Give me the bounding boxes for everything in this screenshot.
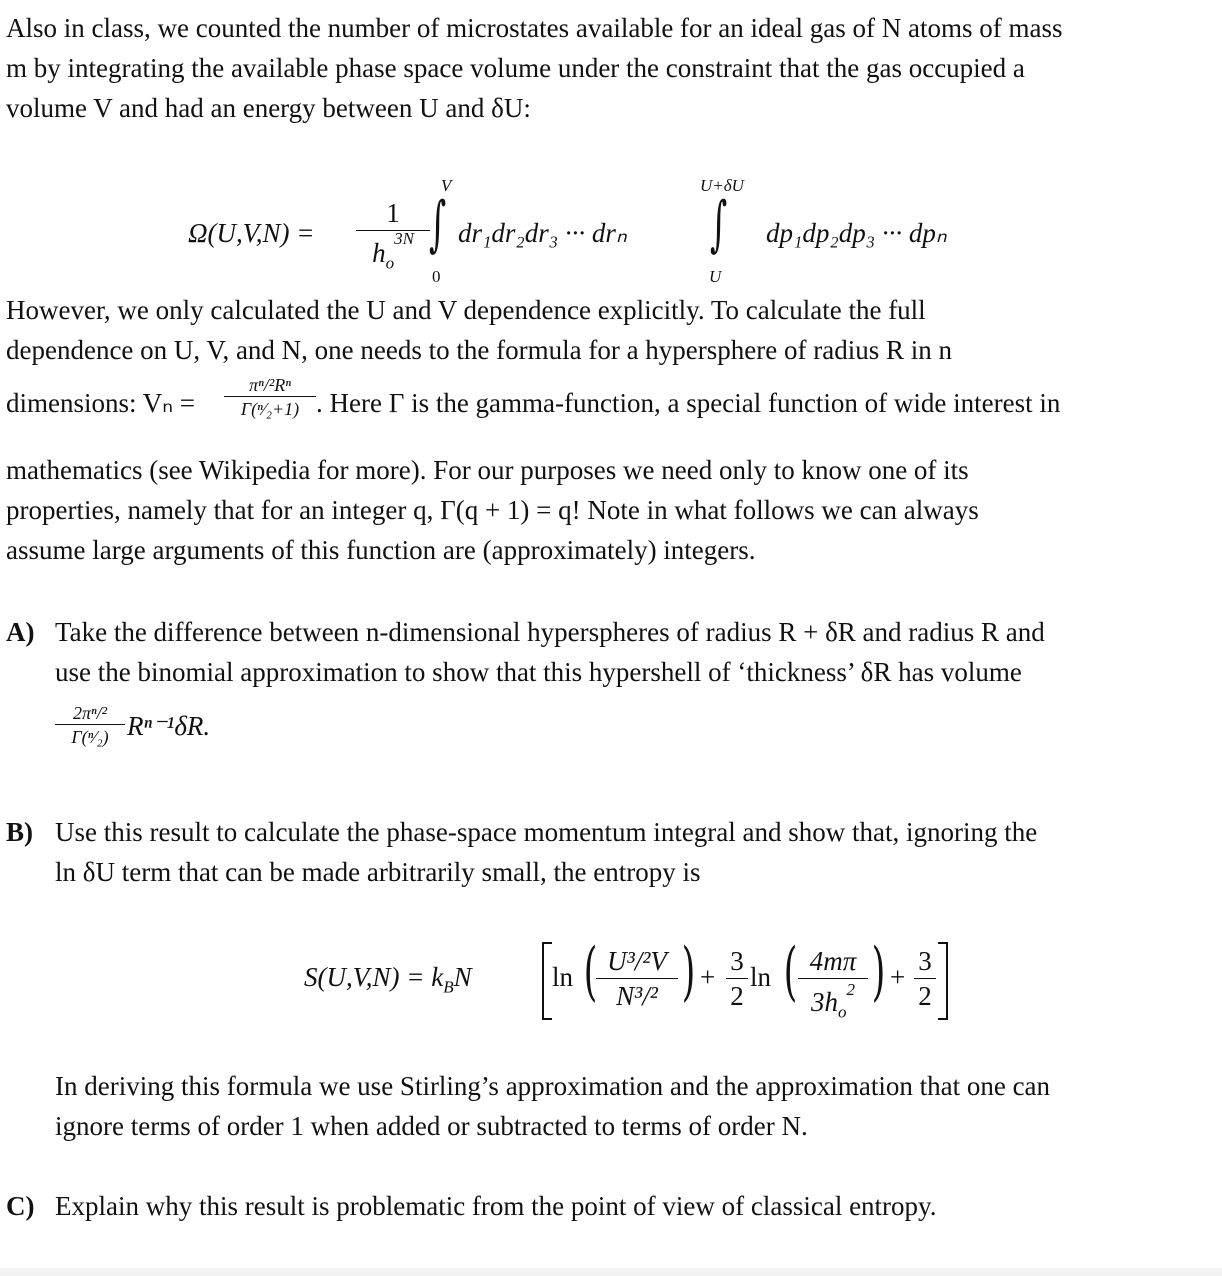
part-a-line-2: use the binomial approximation to show that this hypershell of ‘thickness’ δR has volume	[55, 657, 1022, 687]
int1-upper-limit: V	[441, 176, 452, 195]
entropy-equation	[304, 936, 964, 1026]
part-a-label: A)	[6, 617, 35, 647]
int1-lower-limit: 0	[432, 267, 441, 286]
prefactor-denominator: $h_o^{3N}$	[372, 229, 414, 273]
integral-sign-2: ∫	[710, 189, 728, 259]
int2-upper-limit: U+δU	[700, 176, 744, 195]
volume-energy-fraction	[596, 944, 678, 1013]
omega-lhs: Ω(U,V,N) =	[188, 218, 315, 248]
part-a	[6, 612, 1196, 772]
int2-lower-limit: U	[709, 267, 722, 286]
f3-denominator: $3h_o^2$	[811, 980, 855, 1022]
intro-line-1: Also in class, we counted the number of microstates available for an ideal gas of N atoms of mass	[6, 13, 1063, 43]
hypersphere-paragraph	[6, 290, 1206, 370]
para2-line-4: mathematics (see Wikipedia for more). For our purposes we need only to know one of its	[6, 455, 969, 485]
paren-open-1: (	[583, 935, 598, 1009]
vn-fraction	[224, 374, 316, 421]
int2-integrand: dp₁dp₂dp₃ ··· dpₙ	[766, 218, 947, 248]
shell-tail: Rⁿ⁻¹δR.	[127, 711, 211, 741]
f4-denominator: 2	[918, 981, 932, 1011]
part-b	[6, 812, 1196, 902]
f4-numerator: 3	[914, 944, 936, 979]
entropy-lhs: $S(U,V,N) = k_BN$	[304, 962, 472, 997]
part-b-line-1: Use this result to calculate the phase-space momentum integral and show that, ignoring the	[55, 817, 1038, 847]
plus-1: +	[700, 962, 716, 992]
f2-denominator: 2	[730, 981, 744, 1011]
shell-denominator: Γ(ⁿ⁄₂)	[71, 727, 109, 747]
paren-open-2: (	[783, 935, 798, 1009]
ln-1: ln	[552, 962, 574, 992]
para2-line-6: assume large arguments of this function are (approximately) integers.	[6, 535, 756, 565]
right-bracket	[938, 942, 948, 1020]
part-a-line-1: Take the difference between n-dimensional hyperspheres of radius R + δR and radius R and	[55, 617, 1045, 647]
part-c-text	[55, 1186, 1195, 1226]
paren-close-1: )	[681, 935, 696, 1009]
part-b-line-2: ln δU term that can be made arbitrarily small, the entropy is	[55, 857, 701, 887]
part-b-label: B)	[6, 817, 33, 847]
intro-line-3: volume V and had an energy between U and δU:	[6, 93, 531, 123]
intro-paragraph	[6, 8, 1206, 128]
vn-numerator: πⁿ/²Rⁿ	[224, 374, 316, 397]
part-c-label: C)	[6, 1191, 35, 1221]
left-bracket	[542, 942, 552, 1020]
intro-line-2: m by integrating the available phase space volume under the constraint that the gas occupied a	[6, 53, 1025, 83]
f2-numerator: 3	[726, 944, 748, 979]
f1-numerator: U³/²V	[596, 944, 678, 979]
mass-fraction	[798, 944, 868, 1029]
note-line-1: In deriving this formula we use Stirling’s approximation and the approximation that one can	[55, 1071, 1051, 1101]
prefactor-fraction	[356, 196, 430, 279]
vn-formula-line	[6, 372, 1206, 452]
para2-line-2: dependence on U, V, and N, one needs to the formula for a hypersphere of radius R in n	[6, 335, 952, 365]
part-c-line: Explain why this result is problematic from the point of view of classical entropy.	[55, 1191, 937, 1221]
vn-denominator: Γ(ⁿ⁄₂+1)	[240, 399, 300, 419]
final-three-halves	[914, 944, 936, 1013]
part-a-text	[55, 612, 1195, 747]
integral-sign-1: ∫	[429, 189, 447, 259]
prefactor-numerator: 1	[356, 196, 430, 231]
para2-line-5: properties, namely that for an integer q, Γ(q + 1) = q! Note in what follows we can always	[6, 495, 979, 525]
hypersphere-paragraph-cont	[6, 450, 1206, 570]
int1-integrand: dr₁dr₂dr₃ ··· drₙ	[458, 218, 627, 248]
f3-numerator: 4mπ	[798, 944, 868, 979]
three-halves-fraction	[726, 944, 748, 1013]
plus-2: +	[890, 962, 906, 992]
vn-suffix: . Here Γ is the gamma-function, a special function of wide interest in	[316, 388, 1061, 418]
microstates-equation	[188, 172, 1038, 287]
shell-numerator: 2πⁿ/²	[55, 702, 125, 725]
f1-denominator: N³/²	[616, 981, 658, 1011]
vn-prefix: dimensions: Vₙ =	[6, 388, 195, 418]
page-bottom-edge	[0, 1268, 1222, 1276]
part-c	[6, 1186, 1196, 1231]
note-line-2: ignore terms of order 1 when added or subtracted to terms of order N.	[55, 1111, 808, 1141]
ln-2: ln	[750, 962, 772, 992]
stirling-note	[6, 1066, 1196, 1156]
part-b-text	[55, 812, 1195, 892]
shell-volume-fraction	[55, 702, 125, 749]
note-text	[55, 1066, 1195, 1146]
paren-close-2: )	[871, 935, 886, 1009]
para2-line-1: However, we only calculated the U and V dependence explicitly. To calculate the full	[6, 295, 926, 325]
